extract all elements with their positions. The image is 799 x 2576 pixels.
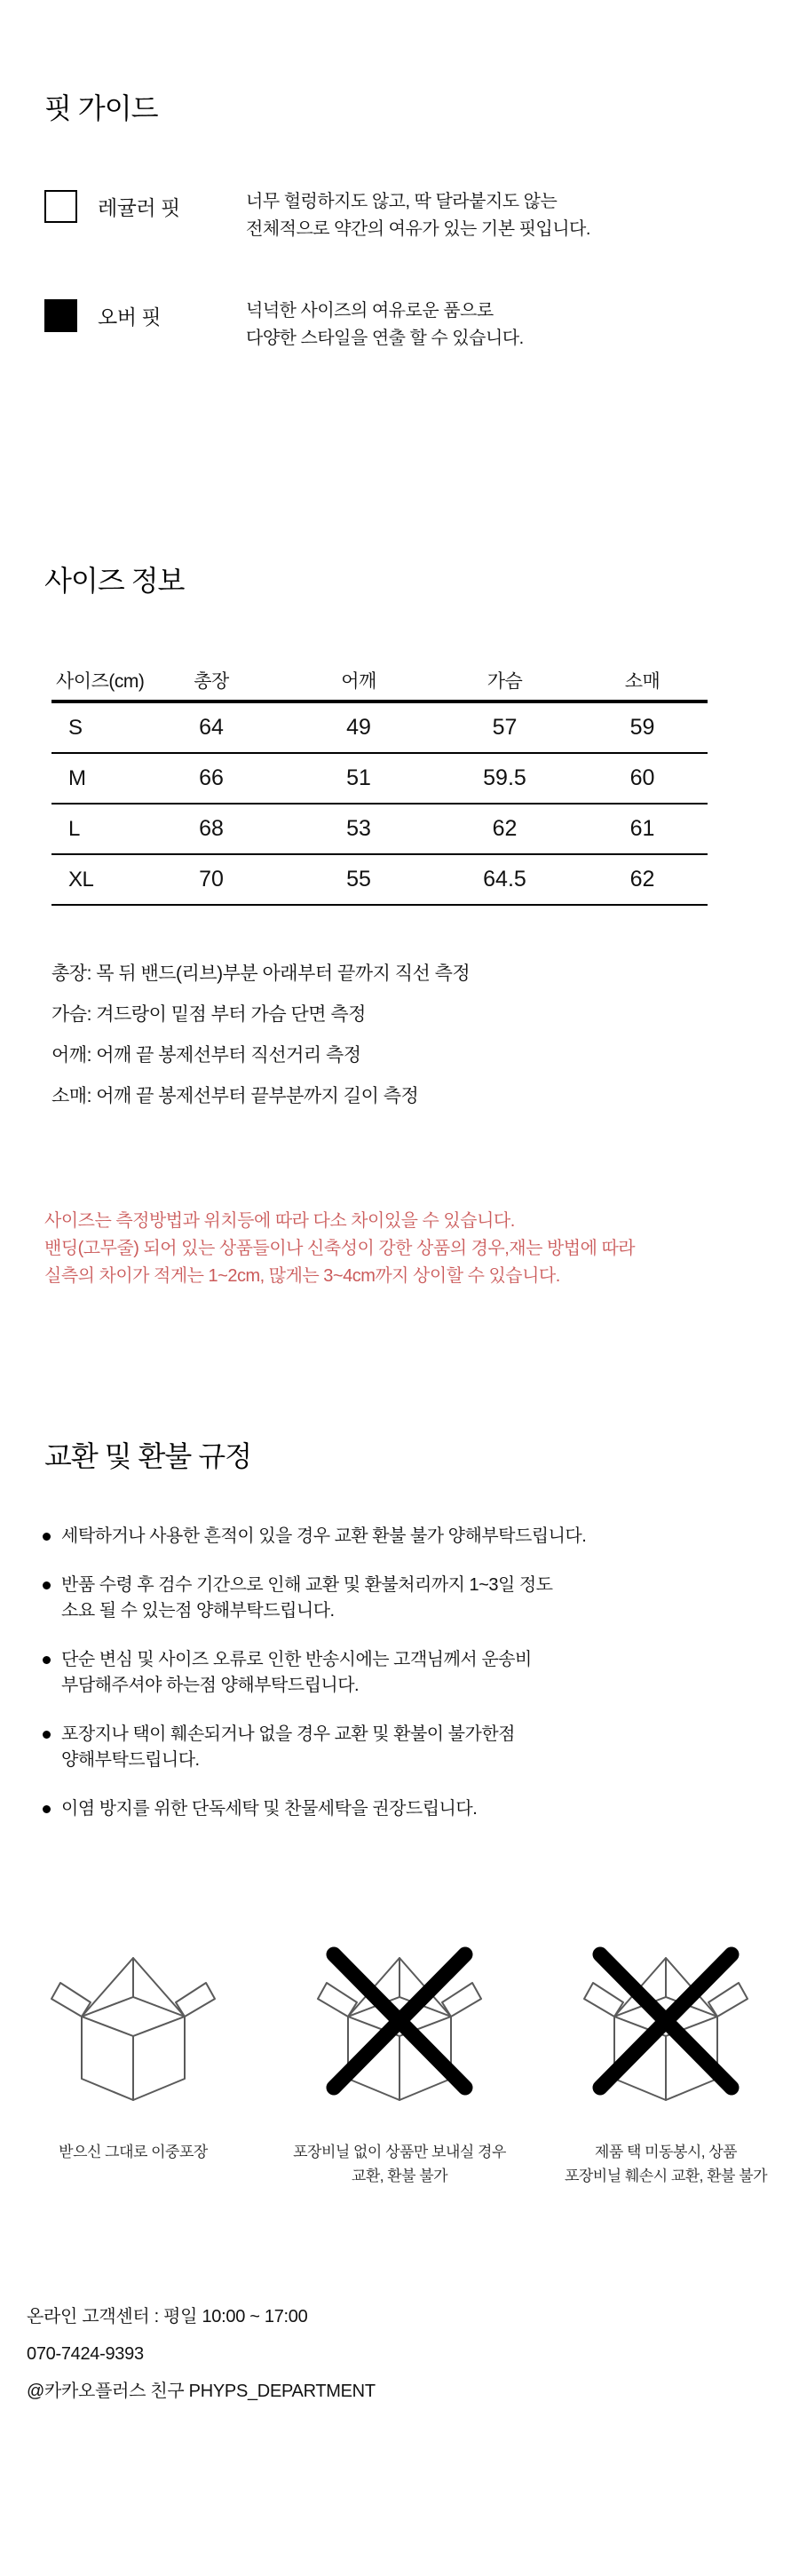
packaging-caption: 제품 택 미동봉시, 상품 포장비닐 훼손시 교환, 환불 불가 xyxy=(564,2144,768,2184)
bullet-dot-icon xyxy=(43,1533,51,1541)
over-fit-swatch-icon xyxy=(44,299,77,332)
fit-description: 넉넉한 사이즈의 여유로운 품으로 다양한 스타일을 연출 할 수 있습니다. xyxy=(246,301,524,348)
cross-icon xyxy=(305,1931,494,2111)
note-line: 소매: 어깨 끝 봉제선부터 끝부분까지 길이 측정 xyxy=(51,1086,419,1106)
table-row: L 68 53 62 61 xyxy=(51,805,708,855)
packaging-caption: 포장비닐 없이 상품만 보내실 경우 교환, 환불 불가 xyxy=(293,2144,506,2184)
policy-bullet-list xyxy=(43,1524,586,1845)
warning-line: 실측의 차이가 적게는 1~2cm, 많게는 3~4cm까지 상이할 수 있습니다. xyxy=(44,1266,560,1286)
customer-center-hours: 온라인 고객센터 : 평일 10:00 ~ 17:00 xyxy=(27,2307,308,2326)
size-info-title: 사이즈 정보 xyxy=(44,564,185,597)
size-table xyxy=(51,661,708,906)
fit-description: 너무 헐렁하지도 않고, 딱 달라붙지도 않는 전체적으로 약간의 여유가 있는 기본 핏입니다. xyxy=(246,192,590,239)
note-line: 가슴: 겨드랑이 밑점 부터 가슴 단면 측정 xyxy=(51,1004,366,1025)
col-header-chongjang: 총장 xyxy=(194,671,229,692)
packaging-caption: 받으신 그대로 이중포장 xyxy=(59,2144,208,2160)
list-item: 포장지나 택이 훼손되거나 없을 경우 교환 및 환불이 불가한점 양해부탁드립니다. xyxy=(43,1722,586,1773)
col-header-gaseum: 가슴 xyxy=(487,671,523,692)
col-header-eokkae: 어깨 xyxy=(341,671,376,692)
customer-center-phone: 070-7424-9393 xyxy=(27,2344,144,2364)
packaging-illustrations xyxy=(0,1940,799,2188)
fit-guide-row-regular xyxy=(44,188,590,243)
list-item: 이염 방지를 위한 단독세탁 및 찬물세탁을 권장드립니다. xyxy=(43,1796,586,1822)
col-header-size: 사이즈(cm) xyxy=(56,671,145,692)
customer-center-info xyxy=(27,2298,376,2410)
bullet-dot-icon xyxy=(43,1805,51,1813)
list-item: 반품 수령 후 검수 기간으로 인해 교환 및 환불처리까지 1~3일 정도 소요 될 수 있는점 양해부탁드립니다. xyxy=(43,1573,586,1624)
bullet-dot-icon xyxy=(43,1581,51,1589)
warning-line: 밴딩(고무줄) 되어 있는 상품들이나 신축성이 강한 상품의 경우,재는 방법에 따라 xyxy=(44,1239,636,1258)
size-table-header-row xyxy=(51,661,708,703)
fit-label: 오버 핏 xyxy=(98,305,162,329)
exchange-refund-title: 교환 및 환불 규정 xyxy=(44,1439,252,1472)
open-box-icon xyxy=(44,1940,222,2104)
size-warning-text xyxy=(44,1208,635,1290)
table-row: M 66 51 59.5 60 xyxy=(51,754,708,805)
regular-fit-swatch-icon xyxy=(44,190,77,223)
measurement-notes xyxy=(51,954,470,1117)
packaging-item-damaged-tag xyxy=(533,1940,799,2188)
list-item: 단순 변심 및 사이즈 오류로 인한 반송시에는 고객님께서 운송비 부담해주셔야 하는점 양해부탁드립니다. xyxy=(43,1647,586,1699)
note-line: 어깨: 어깨 끝 봉제선부터 직선거리 측정 xyxy=(51,1045,361,1066)
kakao-plus-friend: @카카오플러스 친구 PHYPS_DEPARTMENT xyxy=(27,2382,376,2401)
col-header-somae: 소매 xyxy=(624,671,661,692)
packaging-item-no-vinyl xyxy=(266,1940,533,2188)
table-row: XL 70 55 64.5 62 xyxy=(51,855,708,906)
bullet-dot-icon xyxy=(43,1731,51,1739)
bullet-dot-icon xyxy=(43,1656,51,1664)
list-item: 세탁하거나 사용한 흔적이 있을 경우 교환 환불 불가 양해부탁드립니다. xyxy=(43,1524,586,1550)
fit-label: 레귤러 핏 xyxy=(98,196,180,219)
note-line: 총장: 목 뒤 밴드(리브)부분 아래부터 끝까지 직선 측정 xyxy=(51,963,471,984)
cross-icon xyxy=(572,1931,760,2111)
warning-line: 사이즈는 측정방법과 위치등에 따라 다소 차이있을 수 있습니다. xyxy=(44,1211,515,1231)
packaging-item-double-boxed xyxy=(0,1940,266,2188)
table-row: S 64 49 57 59 xyxy=(51,703,708,754)
fit-guide-row-over xyxy=(44,297,524,353)
fit-guide-title: 핏 가이드 xyxy=(44,91,158,124)
